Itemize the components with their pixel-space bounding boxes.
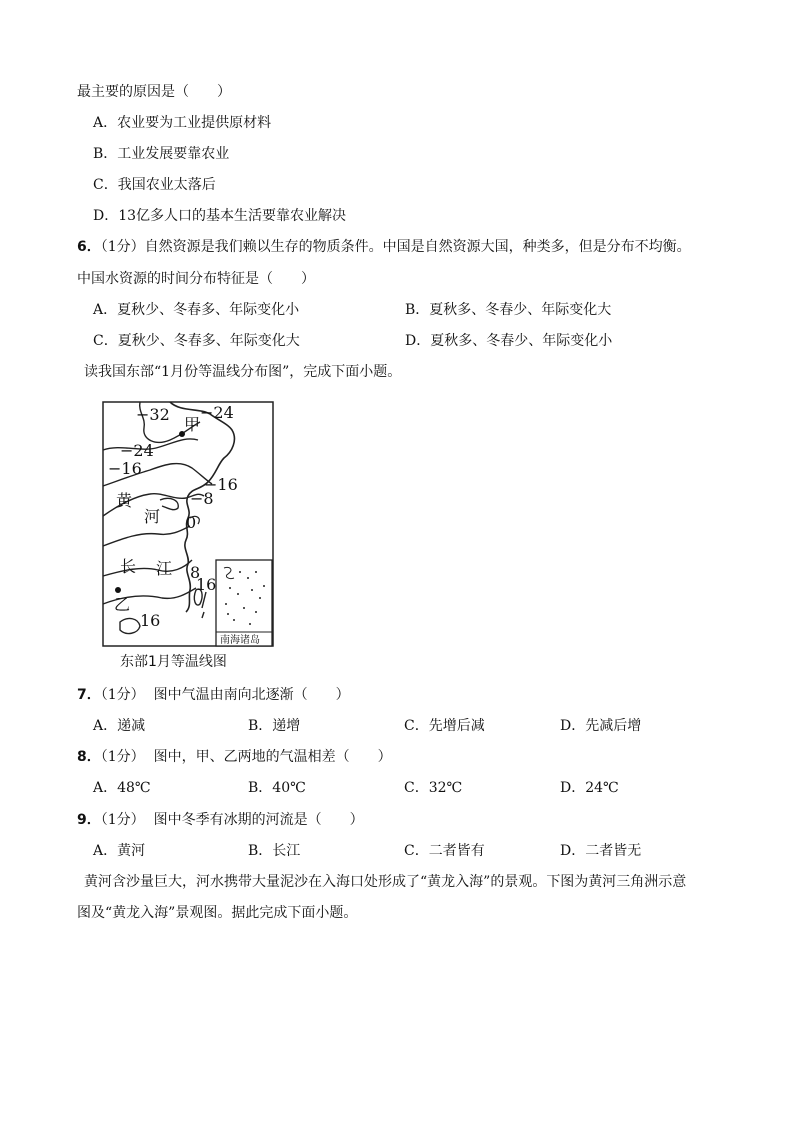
q5-option-a[interactable]: A．农业要为工业提供原材料	[93, 115, 272, 131]
q6-number: 6．	[77, 239, 101, 255]
q7-stem	[77, 686, 350, 704]
isotherm-label-minus32: −32	[136, 405, 170, 424]
isotherm-label-minus24-top: −24	[200, 403, 234, 422]
q6-option-a[interactable]: A．夏秋少、冬春多、年际变化小	[93, 302, 300, 318]
river-label-jiang: 江	[156, 559, 173, 578]
isotherm-label-minus16-right: −16	[204, 475, 238, 494]
q8-number: 8．	[77, 749, 101, 765]
inset-label: 南海诸岛	[220, 635, 260, 646]
river-label-chang: 长	[120, 557, 137, 576]
point-jia-label: 甲	[184, 415, 201, 434]
q6-stem-line2: 中国水资源的时间分布特征是（ ）	[77, 271, 315, 287]
q8-stem-text: 图中，甲、乙两地的气温相差（ ）	[153, 749, 392, 765]
q6-stem-text: 自然资源是我们赖以生存的物质条件。中国是自然资源大国，种类多，但是分布不均衡。	[144, 239, 691, 255]
q7-stem-text: 图中气温由南向北逐渐（ ）	[153, 687, 350, 703]
delta-intro-line2: 图及“黄龙入海”景观图。据此完成下面小题。	[77, 905, 358, 921]
q7-score: （1分）	[100, 687, 145, 703]
map-caption: 东部1月等温线图	[120, 654, 227, 670]
q9-option-b[interactable]: B．长江	[248, 843, 301, 859]
q6-option-d[interactable]: D．夏秋多、冬春少、年际变化小	[405, 333, 613, 349]
q8-stem	[77, 748, 392, 766]
q7-option-a[interactable]: A．递减	[93, 718, 146, 734]
river-label-huang: 黄	[116, 491, 133, 510]
q7-option-b[interactable]: B．递增	[248, 718, 301, 734]
isotherm-map	[100, 400, 275, 648]
q8-score: （1分）	[100, 749, 145, 765]
q8-option-d[interactable]: D．24℃	[560, 780, 619, 796]
q9-option-c[interactable]: C．二者皆有	[404, 843, 485, 859]
delta-intro-line1: 黄河含沙量巨大，河水携带大量泥沙在入海口处形成了“黄龙入海”的景观。下图为黄河三角洲示意	[84, 874, 687, 890]
q8-option-a[interactable]: A．48℃	[93, 780, 151, 796]
q9-option-a[interactable]: A．黄河	[93, 843, 146, 859]
q5-option-d[interactable]: D．13亿多人口的基本生活要靠农业解决	[93, 208, 347, 224]
point-yi-dot	[115, 587, 121, 593]
isotherm-label-minus16-left: −16	[108, 459, 142, 478]
isotherm-label-minus8: −8	[190, 489, 214, 508]
isotherm-label-minus24: −24	[120, 441, 154, 460]
isotherm-label-8: 8	[190, 563, 201, 582]
q9-option-d[interactable]: D．二者皆无	[560, 843, 642, 859]
q6-option-c[interactable]: C．夏秋少、冬春多、年际变化大	[93, 333, 300, 349]
q5-option-c[interactable]: C．我国农业太落后	[93, 177, 216, 193]
q9-number: 9．	[77, 812, 101, 828]
q7-number: 7．	[77, 687, 101, 703]
q9-stem-text: 图中冬季有冰期的河流是（ ）	[153, 812, 364, 828]
q6-stem-line1	[77, 238, 691, 256]
q6-option-b[interactable]: B．夏秋多、冬春少、年际变化大	[405, 302, 612, 318]
river-label-he: 河	[144, 507, 161, 526]
q7-option-c[interactable]: C．先增后减	[404, 718, 485, 734]
q9-score: （1分）	[100, 812, 145, 828]
isotherm-label-0: 0	[186, 513, 197, 532]
q7-option-d[interactable]: D．先减后增	[560, 718, 642, 734]
q9-stem	[77, 811, 364, 829]
q5-stem-tail: 最主要的原因是（ ）	[77, 84, 231, 100]
q5-option-b[interactable]: B．工业发展要靠农业	[93, 146, 230, 162]
map-intro: 读我国东部“1月份等温线分布图”，完成下面小题。	[84, 364, 402, 380]
q8-option-b[interactable]: B．40℃	[248, 780, 306, 796]
point-yi-label: 乙	[114, 595, 131, 614]
isotherm-label-16b: 16	[140, 611, 161, 630]
q8-option-c[interactable]: C．32℃	[404, 780, 463, 796]
isotherm-label-16a: 16	[196, 575, 217, 594]
q6-score: （1分）	[100, 239, 145, 255]
